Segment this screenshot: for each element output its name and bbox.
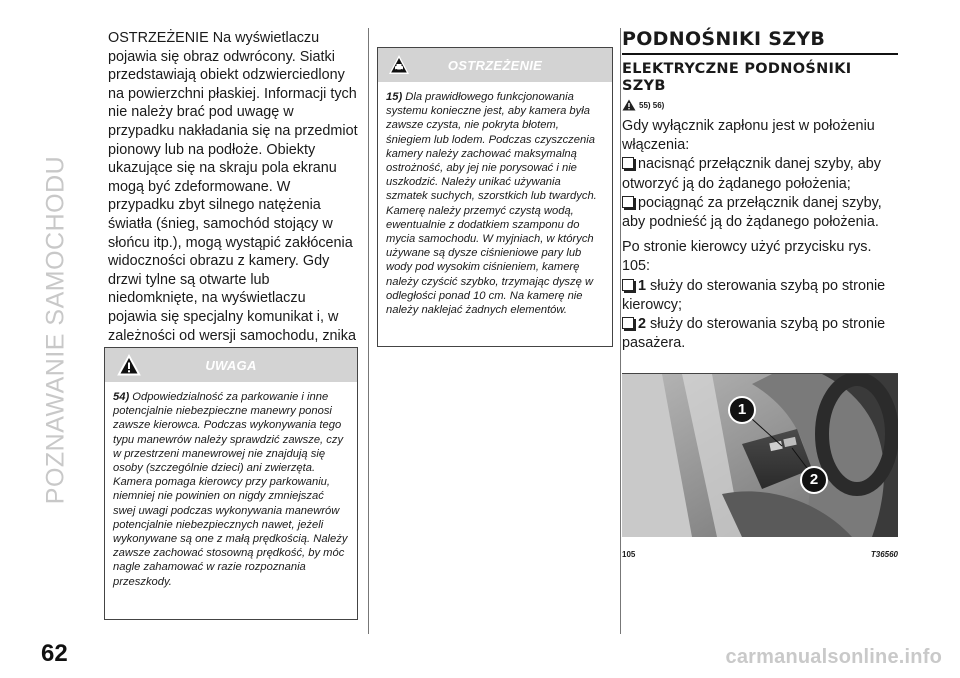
column-3 [622, 28, 898, 353]
subsection-heading: ELEKTRYCZNE PODNOŚNIKI SZYB [622, 61, 852, 94]
bullet-item [622, 155, 898, 193]
door-panel-illustration [622, 374, 898, 537]
camera-warning-paragraph: OSTRZEŻENIE Na wyświetlaczu pojawia się obraz odwrócony. Siatki przedstawiają obiekt odzwierciedlony na powierzchni płaskiej. Informacji tych nie należy brać pod uwagę w przypadku nakładania się na przedmiot pionowy lub na podłoże. Obiekty ukazujące się na skraju pola ekranu mogą być zdeformowane. W przypadku zbyt silnego natężenia światła (śnieg, samochód stojący w słońcu itp.), mogą wystąpić zakłócenia widoczności obrazu z kamery. Gdy drzwi tylne są otwarte lub niedomknięte, na wyświetlaczu pojawia się specjalny komunikat i, w zależności od wersji samochodu, znika [108, 30, 358, 344]
warning-small-icon [622, 99, 636, 111]
checkbox-bullet-icon [622, 317, 634, 329]
section-side-title: POZNAWANIE SAMOCHODU [41, 155, 70, 505]
reference-row [622, 99, 898, 111]
checkbox-bullet-icon [622, 279, 634, 291]
numbered-bullet [622, 277, 898, 315]
uwaga-title: UWAGA [205, 358, 257, 373]
checkbox-bullet-icon [622, 196, 634, 208]
bullet-number: 2 [638, 316, 647, 333]
uwaga-ref: 54) [113, 391, 130, 403]
bullet-text: pociągnąć za przełącznik danej szyby, aby podnieść ją do żądanego położenia. [622, 194, 882, 231]
callout-2-label: 2 [809, 471, 819, 488]
driver-instruction: Po stronie kierowcy użyć przycisku rys. 105: [622, 239, 872, 275]
ostrzezenie-ref: 15) [386, 91, 403, 103]
bullet-number: 1 [638, 277, 647, 294]
numbered-bullet [622, 315, 898, 353]
column-divider-left [368, 28, 369, 634]
figure-number: 105 [622, 550, 636, 559]
uwaga-text: Odpowiedzialność za parkowanie i inne potencjalnie niebezpieczne manewry ponosi zawsze kierowca. Podczas wykonywania tego typu manewrów należy sprawdzić zawsze, czy w przestrzeni manewrowej nie znajdują się osoby (szczególnie dzieci) ani zwierzęta. Kamera pomaga kierowcy przy parkowaniu, niemniej nie powinien on nigdy zmniejszać swej uwagi podczas wykonywania manewrów potencjalnie niebezpiecznych nawet, jeżeli wykonywane są one z małą prędkością. Należy zawsze zachować stosowną prędkość, by móc nagle zahamować w razie rozpoznania przeszkody. [113, 391, 348, 588]
page-number: 62 [41, 640, 68, 667]
ostrzezenie-box [377, 47, 613, 347]
bullet-item [622, 194, 898, 232]
bullet-text: służy do sterowania szybą po stronie pasażera. [622, 316, 886, 352]
figure-caption [622, 550, 898, 564]
ostrzezenie-text: Dla prawidłowego funkcjonowania systemu konieczne jest, aby kamera była zawsze czysta, nie pokryta błotem, śniegiem lub lodem. Podczas czyszczenia kamery należy zachować maksymalną ostrożność, aby jej nie porysować i nie uszkodzić. Należy unikać używania szmatek suchych, szorstkich lub twardych. Kamerę należy przemyć czystą wodą, ewentualnie z dodatkiem szamponu do mycia samochodu. W myjniach, w których używane są dysze ciśnieniowe pary lub wody pod wysokim ciśnieniem, kamerę należy czyścić szybko, trzymając dyszę w odległości ponad 10 cm. Na kamerę nie należy naklejać żadnych elementów. [386, 91, 597, 317]
column-divider-right [620, 28, 621, 634]
figure-code: T36560 [870, 550, 898, 559]
callout-1-label: 1 [737, 401, 747, 418]
uwaga-box [104, 347, 358, 620]
column-1 [108, 29, 358, 364]
intro-text: Gdy wyłącznik zapłonu jest w położeniu włączenia: [622, 118, 875, 154]
reference-numbers: 55) 56) [639, 100, 665, 110]
uwaga-box-header [105, 348, 357, 382]
ostrzezenie-body [378, 82, 612, 325]
ostrzezenie-box-header [378, 48, 612, 82]
watermark-text: carmanualsonline.info [725, 646, 942, 668]
checkbox-bullet-icon [622, 157, 634, 169]
door-switch-photo [622, 373, 898, 537]
bullet-text: nacisnąć przełącznik danej szyby, aby otworzyć ją do żądanego położenia; [622, 156, 881, 192]
callout-2-badge [800, 466, 828, 494]
uwaga-body [105, 382, 357, 597]
callout-1-badge [728, 396, 756, 424]
bullet-text: służy do sterowania szybą po stronie kierowcy; [622, 277, 886, 313]
section-heading: PODNOŚNIKI SZYB [622, 28, 898, 55]
ostrzezenie-title: OSTRZEŻENIE [447, 58, 543, 73]
